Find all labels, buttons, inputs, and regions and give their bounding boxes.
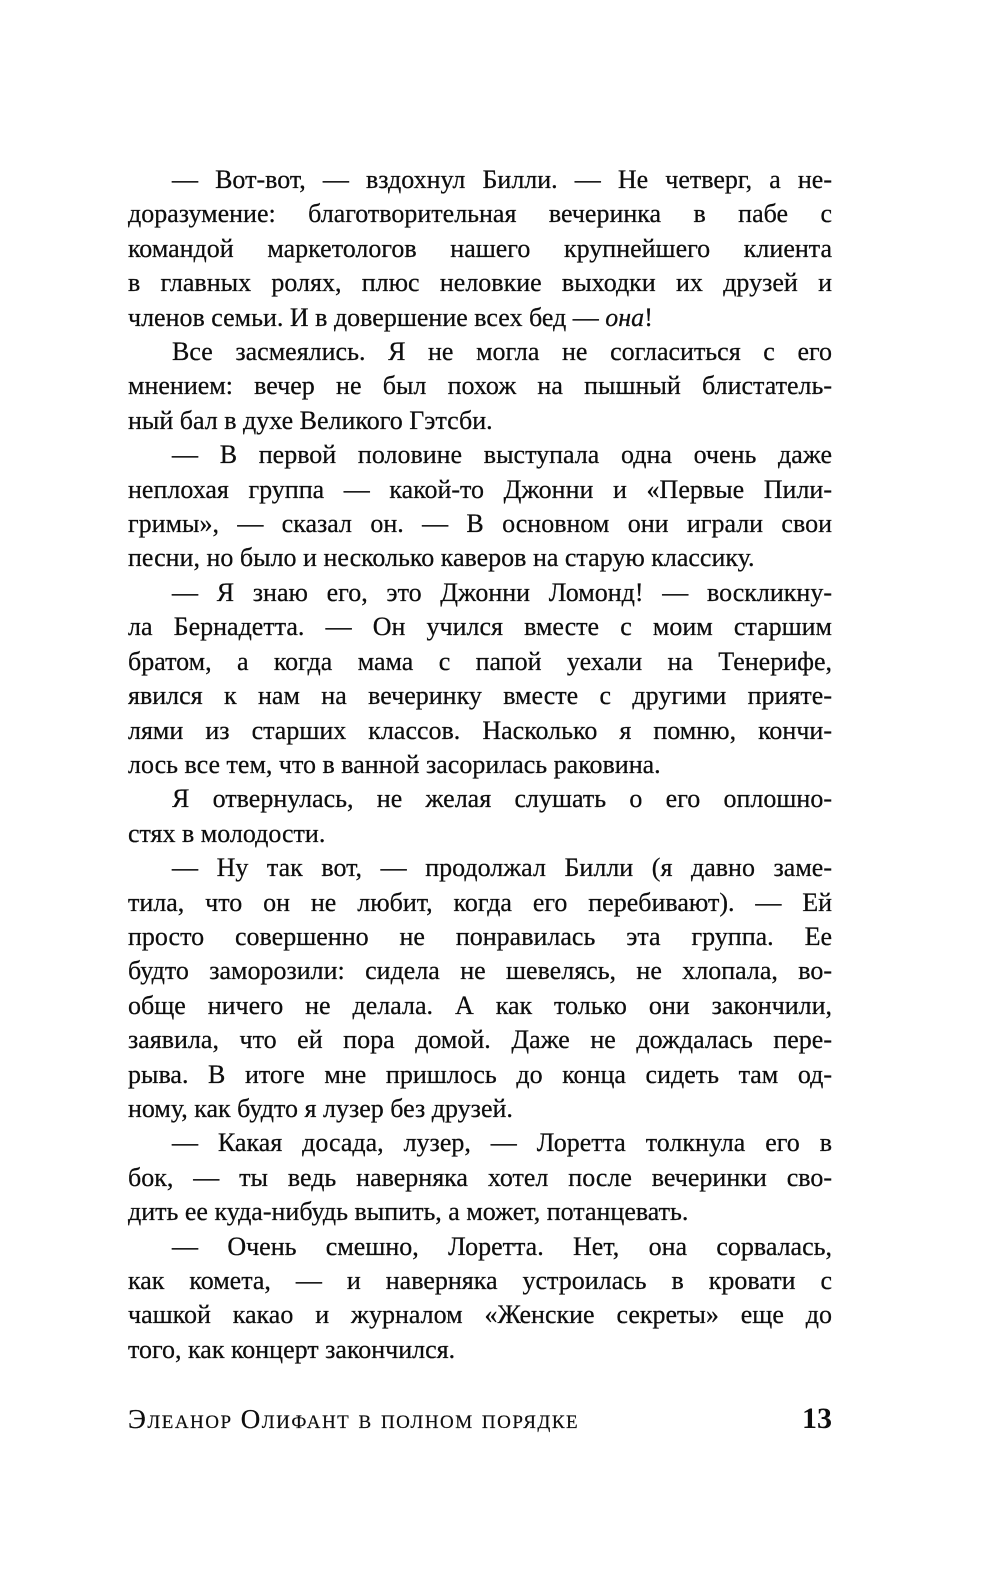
text-line: Я отвернулась, не желая слушать о его оплошно- — [172, 784, 832, 814]
text-line: неплохая группа — какой-то Джонни и «Первые Пили- — [128, 474, 832, 504]
text-line: мнением: вечер не был похож на пышный блистатель- — [128, 371, 832, 401]
text-line: рыва. В итоге мне пришлось до конца сидеть там од- — [128, 1059, 832, 1089]
paragraph — [128, 1230, 832, 1368]
text-line: дить ее куда-нибудь выпить, а может, потанцевать. — [128, 1197, 689, 1227]
text-line: чашкой какао и журналом «Женские секреты» еще до — [128, 1300, 832, 1330]
paragraph — [128, 163, 832, 335]
text-line: командой маркетологов нашего крупнейшего клиента — [128, 233, 832, 263]
text-line: доразумение: благотворительная вечеринка в пабе с — [128, 199, 832, 229]
text-line: как комета, — и наверняка устроилась в кровати с — [128, 1266, 832, 1295]
text-line: — Вот-вот, — вздохнул Билли. — Не четверг, а не- — [172, 165, 832, 194]
text-line: ла Бернадетта. — Он учился вместе с моим старшим — [128, 612, 832, 642]
text-line: гримы», — сказал он. — В основном они играли свои — [128, 509, 832, 539]
text-line: братом, а когда мама с папой уехали на Тенерифе, — [128, 646, 832, 676]
text-line: просто совершенно не понравилась эта группа. Ее — [128, 921, 832, 951]
text-line: тила, что он не любит, когда его перебивают). — Ей — [128, 887, 832, 917]
text-line: бок, — ты ведь наверняка хотел после вечеринки сво- — [128, 1162, 832, 1192]
text-line: — Я знаю его, это Джонни Ломонд! — воскликну- — [172, 577, 832, 607]
paragraph — [128, 576, 832, 782]
text-line: — Ну так вот, — продолжал Билли (я давно заме- — [172, 853, 832, 883]
paragraph — [128, 782, 832, 851]
text-line: будто заморозили: сидела не шевелясь, не хлопала, во- — [128, 956, 832, 986]
page-number: 13 — [802, 1402, 832, 1435]
text-line: обще ничего не делала. А как только они закончили, — [128, 990, 832, 1020]
text-line: заявила, что ей пора домой. Даже не дождалась пере- — [128, 1025, 832, 1055]
paragraph — [128, 1126, 832, 1229]
page-text — [128, 163, 832, 1367]
text-line: ный бал в духе Великого Гэтсби. — [128, 405, 493, 435]
text-line: — В первой половине выступала одна очень даже — [172, 440, 832, 470]
text-line: Все засмеялись. Я не могла не согласиться с его — [172, 337, 832, 367]
paragraph — [128, 438, 832, 576]
text-line: — Очень смешно, Лоретта. Нет, она сорвалась, — [172, 1231, 832, 1261]
text-line: членов семьи. И в довершение всех бед — она! — [128, 302, 653, 332]
text-line: ному, как будто я лузер без друзей. — [128, 1093, 513, 1123]
text-line: лями из старших классов. Насколько я помню, кончи- — [128, 715, 832, 745]
paragraph — [128, 335, 832, 438]
text-line: — Какая досада, лузер, — Лоретта толкнула его в — [172, 1128, 832, 1158]
text-line: в главных ролях, плюс неловкие выходки их друзей и — [128, 268, 832, 298]
page-footer — [128, 1402, 832, 1436]
running-title: Элеанор Олифант в полном порядке — [128, 1404, 580, 1434]
text-line: песни, но было и несколько каверов на старую классику. — [128, 543, 755, 573]
text-line: явился к нам на вечеринку вместе с другими прияте- — [128, 681, 832, 711]
text-line: лось все тем, что в ванной засорилась раковина. — [128, 749, 661, 779]
text-line: того, как концерт закончился. — [128, 1334, 456, 1364]
text-line: стях в молодости. — [128, 818, 326, 848]
paragraph — [128, 851, 832, 1126]
